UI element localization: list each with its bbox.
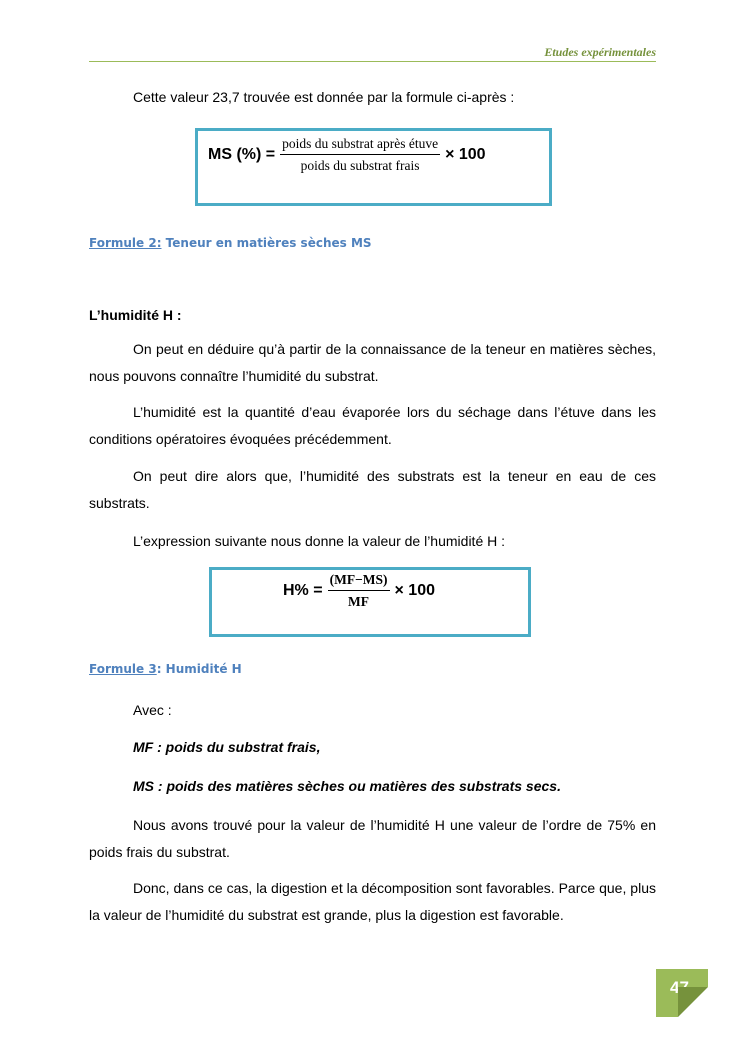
caption-formula-3-text: : Humidité H xyxy=(156,662,242,676)
definition-mf: MF : poids du substrat frais, xyxy=(133,739,321,755)
section-heading: L’humidité H : xyxy=(89,307,182,323)
formula-h-denominator: MF xyxy=(348,594,370,609)
formula-ms-numerator: poids du substrat après étuve xyxy=(280,136,440,155)
definition-ms: MS : poids des matières sèches ou matières des substrats secs. xyxy=(133,778,561,794)
page-number-badge xyxy=(656,969,708,1017)
caption-formula-2-text: Teneur en matières sèches MS xyxy=(161,236,372,250)
formula-h-rhs: × 100 xyxy=(394,582,435,599)
formula-h-numerator: (MF−MS) xyxy=(328,572,390,591)
running-header: Etudes expérimentales xyxy=(89,44,656,62)
caption-formula-3 xyxy=(89,662,242,676)
intro-paragraph: Cette valeur 23,7 trouvée est donnée par la formule ci-après : xyxy=(133,89,515,105)
paragraph-2: L’humidité est la quantité d’eau évaporée lors du séchage dans l’étuve dans les conditions opératoires évoquées précédemment. xyxy=(89,404,656,447)
formula-ms-rhs: × 100 xyxy=(445,146,486,163)
formula-h-lhs: H% = xyxy=(283,582,323,599)
page-corner-fold-icon xyxy=(678,987,708,1017)
formula-h-fraction xyxy=(328,572,390,610)
conclusion-paragraph-2: Donc, dans ce cas, la digestion et la décomposition sont favorables. Parce que, plus la valeur de l’humidité du substrat est grande, plus la digestion est favorable. xyxy=(89,880,656,923)
paragraph-4: L’expression suivante nous donne la valeur de l’humidité H : xyxy=(133,533,506,549)
caption-formula-2 xyxy=(89,236,372,250)
paragraph-1: On peut en déduire qu’à partir de la connaissance de la teneur en matières sèches, nous pouvons connaître l’humidité du substrat. xyxy=(89,341,656,384)
caption-formula-3-label: Formule 3 xyxy=(89,662,157,676)
formula-h xyxy=(283,572,435,610)
formula-ms xyxy=(208,136,486,174)
conclusion-paragraph-1: Nous avons trouvé pour la valeur de l’humidité H une valeur de l’ordre de 75% en poids frais du substrat. xyxy=(89,817,656,860)
page-number: 47 xyxy=(670,978,689,997)
caption-formula-2-label: Formule 2: xyxy=(89,236,162,250)
formula-ms-denominator: poids du substrat frais xyxy=(300,158,420,173)
paragraph-3: On peut dire alors que, l’humidité des substrats est la teneur en eau de ces substrats. xyxy=(89,468,656,511)
avec-line: Avec : xyxy=(133,702,172,718)
formula-ms-lhs: MS (%) = xyxy=(208,146,276,163)
formula-ms-fraction xyxy=(280,136,440,174)
